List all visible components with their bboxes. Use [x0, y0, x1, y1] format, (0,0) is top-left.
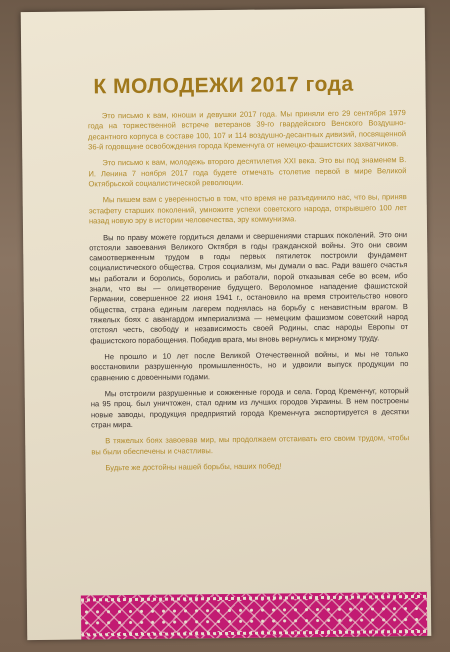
paragraph-7: В тяжелых боях завоевав мир, мы продолжаем отстаивать его своим трудом, чтобы вы были обеспечены и счастливы.	[91, 433, 410, 457]
letter-sheet	[21, 8, 432, 640]
paragraph-2: Это письмо к вам, молодежь второго десятилетия XXI века. Это вы под знаменем В. И. Ленина 7 ноября 2017 года будете отмечать столетие первой в мире Великой Октябрьской социалистической революции.	[88, 155, 407, 189]
paragraph-3: Мы пишем вам с уверенностью в том, что время не разъединило нас, что вы, приняв эстафету старших поколений, умножите успехи советского народа, открывшего 100 лет назад новую эру в истории человечества, эру коммунизма.	[88, 192, 407, 226]
paragraph-8: Будьте же достойны нашей борьбы, наших побед!	[105, 461, 282, 473]
embroidery-ornament-border	[81, 592, 427, 640]
letter-body	[88, 108, 410, 480]
paragraph-6: Мы отстроили разрушенные и сожженные города и села. Город Кременчуг, который на 95 проц. был уничтожен, стал одним из лучших городов Украины. В нем построены новые заводы, продукция предприятий города Кременчуга экспортируется в десятки стран мира.	[90, 386, 409, 430]
paragraph-4: Вы по праву можете гордиться делами и свершениями старших поколений. Это они отстояли завоевания Великого Октября в годы гражданской войны. Это они своим самоотверженным трудом в годы первых пятилеток построили фундамент социалистического общества. Строя социализм, мы думали о вас. Ради вашего счастья мы работали и боролись, боролись и работали, порой отказывая себе во всем, ибо знали, что вы — олицетворение будущего. Вероломное нападение фашистской Германии, совершенное 22 июня 1941 г., остановило на время строительство нового общества, страна единым лагерем поднялась на борьбу с ненавистным врагом. В тяжелых боях с авангардом империализма — немецким фашизмом советский народ отстоял честь, свободу и независимость своей Родины, спас народы Европы от фашистского порабощения. Победив врага, мы вновь вернулись к мирному труду.	[89, 229, 409, 345]
document-title: К МОЛОДЕЖИ 2017 года	[93, 72, 354, 99]
paragraph-1: Это письмо к вам, юноши и девушки 2017 года. Мы приняли его 29 сентября 1979 года на торжественной встрече ветеранов 39-го гвардейского Венского Воздушно-десантного корпуса в составе 100, 107 и 114 воздушно-десантных дивизий, посвященной 36-й годовщине освобождения города Кременчуга от немецко-фашистских захватчиков.	[87, 108, 407, 152]
paragraph-5: Не прошло и 10 лет после Великой Отечественной войны, и мы не только восстановили разрушенную промышленность, но и удвоили выпуск продукции по сравнению с довоенными годами.	[90, 349, 409, 382]
